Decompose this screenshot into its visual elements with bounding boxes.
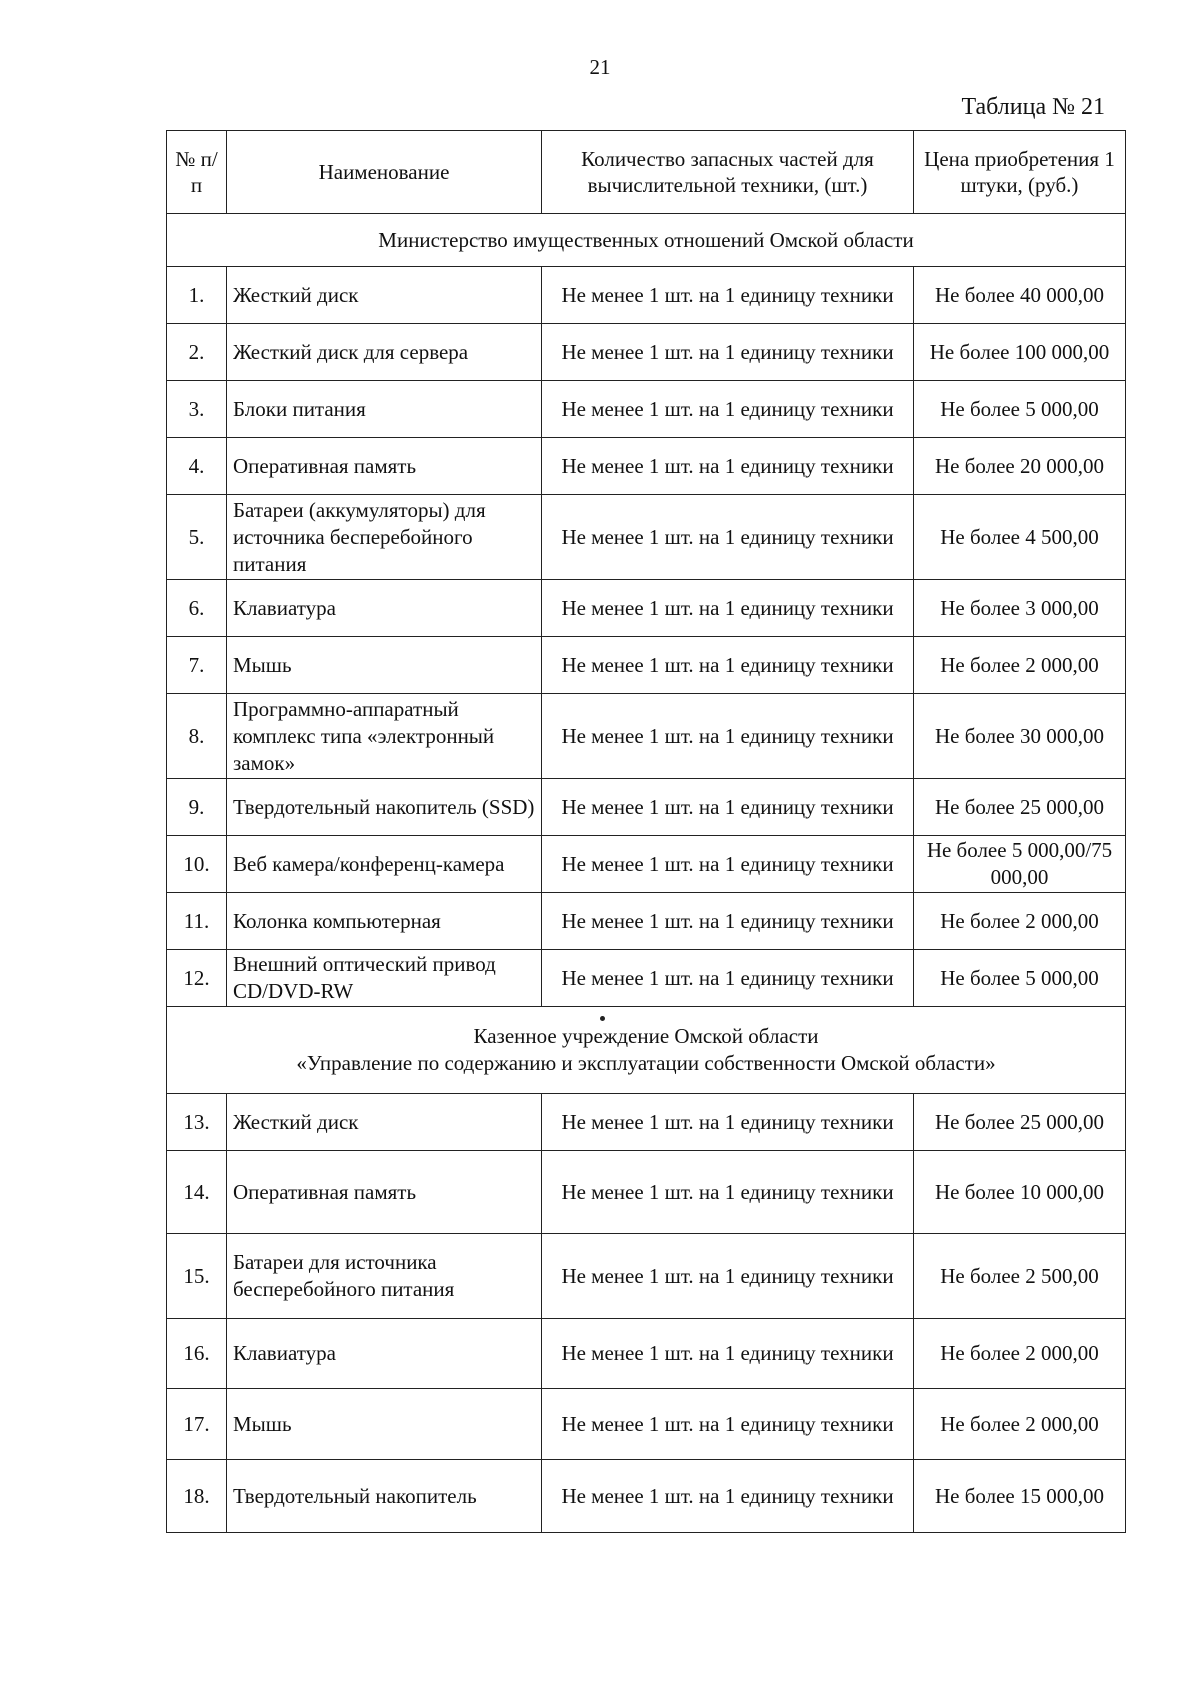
- table-caption: Таблица № 21: [961, 94, 1105, 120]
- row-name: Жесткий диск: [227, 267, 542, 324]
- section-title: Министерство имущественных отношений Омской области: [167, 214, 1126, 267]
- table-row: [167, 836, 1126, 893]
- row-qty: Не менее 1 шт. на 1 единицу техники: [542, 950, 914, 1007]
- table-row: [167, 1389, 1126, 1460]
- row-price: Не более 30 000,00: [914, 694, 1126, 779]
- row-qty: Не менее 1 шт. на 1 единицу техники: [542, 836, 914, 893]
- table-row: [167, 580, 1126, 637]
- section-title-line: «Управление по содержанию и эксплуатации собственности Омской области»: [296, 1051, 996, 1075]
- row-num: 4.: [167, 438, 227, 495]
- section-title-line: Казенное учреждение Омской области: [473, 1024, 819, 1048]
- table-row: [167, 893, 1126, 950]
- header-name: Наименование: [227, 131, 542, 214]
- header-qty: Количество запасных частей для вычислительной техники, (шт.): [542, 131, 914, 214]
- table-header-row: [167, 131, 1126, 214]
- row-num: 16.: [167, 1319, 227, 1389]
- row-num: 2.: [167, 324, 227, 381]
- row-price: Не более 5 000,00/75 000,00: [914, 836, 1126, 893]
- row-price: Не более 10 000,00: [914, 1151, 1126, 1234]
- row-num: 1.: [167, 267, 227, 324]
- table-row: [167, 381, 1126, 438]
- row-qty: Не менее 1 шт. на 1 единицу техники: [542, 1094, 914, 1151]
- row-num: 3.: [167, 381, 227, 438]
- row-num: 10.: [167, 836, 227, 893]
- header-price: Цена приобретения 1 штуки, (руб.): [914, 131, 1126, 214]
- table-row: [167, 1234, 1126, 1319]
- row-qty: Не менее 1 шт. на 1 единицу техники: [542, 779, 914, 836]
- row-qty: Не менее 1 шт. на 1 единицу техники: [542, 1151, 914, 1234]
- row-price: Не более 2 000,00: [914, 1319, 1126, 1389]
- row-name: Клавиатура: [227, 580, 542, 637]
- row-name: Внешний оптический привод CD/DVD-RW: [227, 950, 542, 1007]
- scan-dot: [600, 1016, 605, 1021]
- row-num: 18.: [167, 1460, 227, 1533]
- row-price: Не более 2 000,00: [914, 893, 1126, 950]
- row-qty: Не менее 1 шт. на 1 единицу техники: [542, 637, 914, 694]
- row-name: Программно-аппаратный комплекс типа «электронный замок»: [227, 694, 542, 779]
- row-name: Блоки питания: [227, 381, 542, 438]
- row-num: 12.: [167, 950, 227, 1007]
- row-num: 11.: [167, 893, 227, 950]
- row-price: Не более 5 000,00: [914, 950, 1126, 1007]
- row-price: Не более 2 000,00: [914, 637, 1126, 694]
- row-qty: Не менее 1 шт. на 1 единицу техники: [542, 893, 914, 950]
- row-num: 7.: [167, 637, 227, 694]
- row-num: 6.: [167, 580, 227, 637]
- table-row: [167, 694, 1126, 779]
- table-row: [167, 1319, 1126, 1389]
- row-price: Не более 100 000,00: [914, 324, 1126, 381]
- row-price: Не более 15 000,00: [914, 1460, 1126, 1533]
- row-price: Не более 2 000,00: [914, 1389, 1126, 1460]
- table-row: [167, 637, 1126, 694]
- row-price: Не более 40 000,00: [914, 267, 1126, 324]
- row-qty: Не менее 1 шт. на 1 единицу техники: [542, 438, 914, 495]
- row-qty: Не менее 1 шт. на 1 единицу техники: [542, 1460, 914, 1533]
- row-name: Оперативная память: [227, 1151, 542, 1234]
- table-row: [167, 1460, 1126, 1533]
- row-name: Клавиатура: [227, 1319, 542, 1389]
- row-name: Колонка компьютерная: [227, 893, 542, 950]
- header-num: № п/п: [167, 131, 227, 214]
- row-qty: Не менее 1 шт. на 1 единицу техники: [542, 495, 914, 580]
- table-row: [167, 1094, 1126, 1151]
- row-num: 15.: [167, 1234, 227, 1319]
- row-name: Мышь: [227, 637, 542, 694]
- row-name: Мышь: [227, 1389, 542, 1460]
- row-qty: Не менее 1 шт. на 1 единицу техники: [542, 381, 914, 438]
- row-price: Не более 5 000,00: [914, 381, 1126, 438]
- page-number: 21: [589, 55, 611, 79]
- row-price: Не более 4 500,00: [914, 495, 1126, 580]
- table-row: [167, 495, 1126, 580]
- row-name: Твердотельный накопитель (SSD): [227, 779, 542, 836]
- table-row: [167, 267, 1126, 324]
- row-num: 17.: [167, 1389, 227, 1460]
- table-row: [167, 779, 1126, 836]
- table-row: [167, 950, 1126, 1007]
- row-price: Не более 2 500,00: [914, 1234, 1126, 1319]
- row-qty: Не менее 1 шт. на 1 единицу техники: [542, 324, 914, 381]
- row-name: Твердотельный накопитель: [227, 1460, 542, 1533]
- section-title: [167, 1007, 1126, 1094]
- row-name: Батареи (аккумуляторы) для источника бесперебойного питания: [227, 495, 542, 580]
- row-num: 13.: [167, 1094, 227, 1151]
- section-header-row: [167, 1007, 1126, 1094]
- row-num: 14.: [167, 1151, 227, 1234]
- row-num: 9.: [167, 779, 227, 836]
- row-price: Не более 25 000,00: [914, 1094, 1126, 1151]
- table-row: [167, 324, 1126, 381]
- row-price: Не более 3 000,00: [914, 580, 1126, 637]
- row-name: Веб камера/конференц-камера: [227, 836, 542, 893]
- row-name: Жесткий диск для сервера: [227, 324, 542, 381]
- spare-parts-table: [166, 130, 1126, 1533]
- row-name: Жесткий диск: [227, 1094, 542, 1151]
- row-qty: Не менее 1 шт. на 1 единицу техники: [542, 267, 914, 324]
- row-price: Не более 20 000,00: [914, 438, 1126, 495]
- row-num: 5.: [167, 495, 227, 580]
- row-price: Не более 25 000,00: [914, 779, 1126, 836]
- row-qty: Не менее 1 шт. на 1 единицу техники: [542, 580, 914, 637]
- table-row: [167, 438, 1126, 495]
- section-header-row: [167, 214, 1126, 267]
- row-qty: Не менее 1 шт. на 1 единицу техники: [542, 1389, 914, 1460]
- row-num: 8.: [167, 694, 227, 779]
- row-qty: Не менее 1 шт. на 1 единицу техники: [542, 1234, 914, 1319]
- table-row: [167, 1151, 1126, 1234]
- row-name: Батареи для источника бесперебойного питания: [227, 1234, 542, 1319]
- row-name: Оперативная память: [227, 438, 542, 495]
- row-qty: Не менее 1 шт. на 1 единицу техники: [542, 694, 914, 779]
- row-qty: Не менее 1 шт. на 1 единицу техники: [542, 1319, 914, 1389]
